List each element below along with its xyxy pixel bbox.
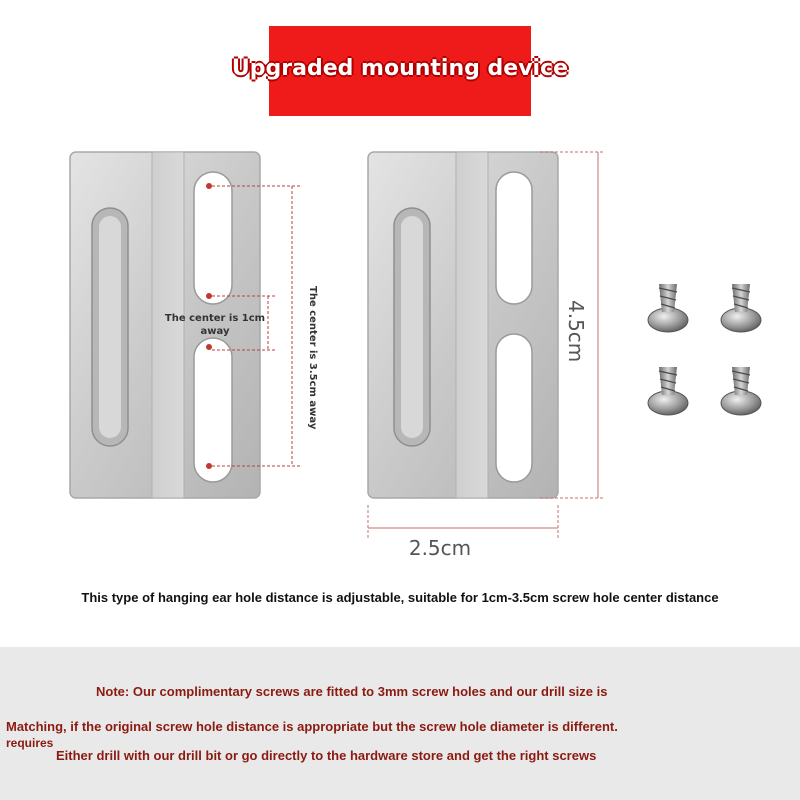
center-1cm-label: The center is 1cm away <box>164 313 266 337</box>
screw-icon <box>721 284 761 332</box>
screw-icon <box>721 367 761 415</box>
height-dimension-label: 4.5cm <box>564 300 588 363</box>
note-line-2: Matching, if the original screw hole distance is appropriate but the screw hole diameter is different. <box>6 719 618 734</box>
note-line-4: Either drill with our drill bit or go directly to the hardware store and get the right screws <box>56 748 597 763</box>
center-3-5cm-label: The center is 3.5cm away <box>307 286 318 430</box>
width-dimension-label: 2.5cm <box>408 536 472 560</box>
title-text: Upgraded mounting device <box>231 56 569 81</box>
screw-icon <box>648 284 688 332</box>
bracket-right-icon <box>368 152 558 498</box>
screw-icon <box>648 367 688 415</box>
adjustable-description: This type of hanging ear hole distance is adjustable, suitable for 1cm-3.5cm screw hole center distance <box>81 590 719 605</box>
note-line-3: requires <box>6 736 54 750</box>
note-line-1: Note: Our complimentary screws are fitted to 3mm screw holes and our drill size is <box>96 684 608 699</box>
